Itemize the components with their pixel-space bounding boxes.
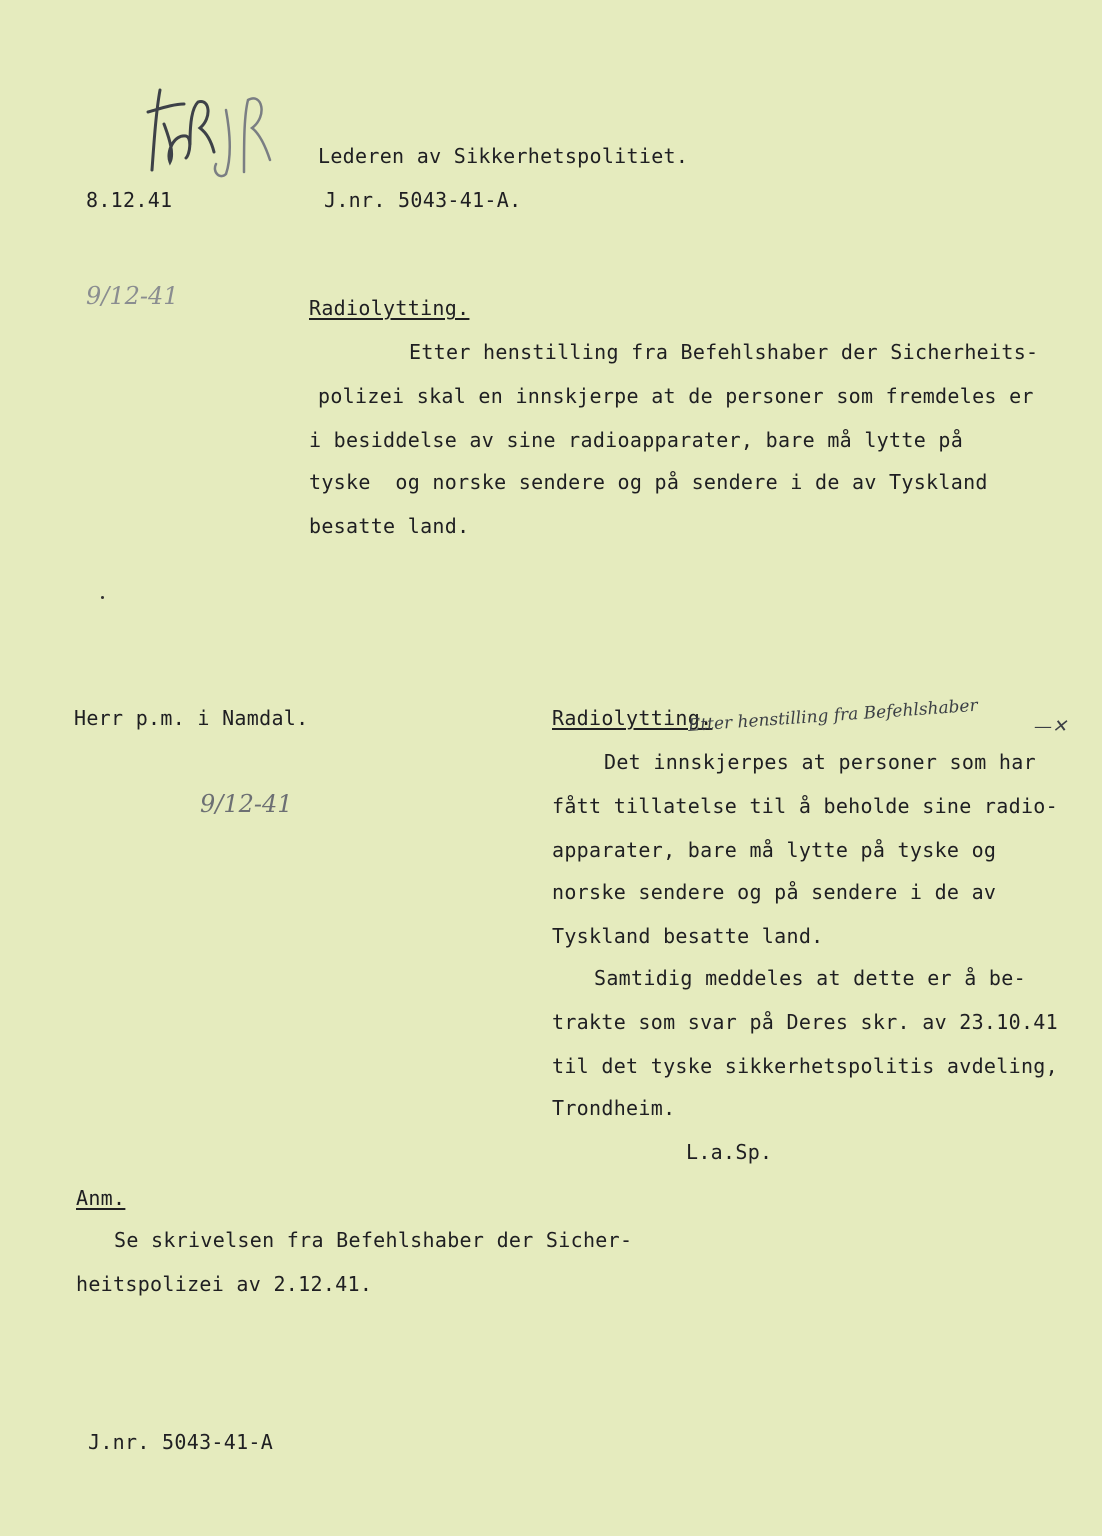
letter-line: fått tillatelse til å beholde sine radio- — [552, 794, 1058, 818]
letter-addressee: Herr p.m. i Namdal. — [74, 706, 309, 730]
header-jnr: J.nr. 5043-41-A. — [324, 188, 522, 212]
insert-mark: —✕ — [1034, 716, 1068, 737]
letter-heading: Radiolytting. — [552, 706, 713, 730]
header-date: 8.12.41 — [86, 188, 173, 212]
letter-line: apparater, bare må lytte på tyske og — [552, 838, 997, 862]
handwritten-date-middle: 9/12-41 — [200, 790, 293, 818]
first-section-line: polizei skal en innskjerpe at de personer som fremdeles er — [318, 384, 1034, 408]
handwritten-initials — [140, 82, 300, 182]
letter-line: Det innskjerpes at personer som har — [604, 750, 1036, 774]
header-title: Lederen av Sikkerhetspolitiet. — [318, 144, 689, 168]
letter-signature: L.a.Sp. — [686, 1140, 773, 1164]
note-line: heitspolizei av 2.12.41. — [76, 1272, 373, 1296]
handwritten-insert: Etter henstilling fra Befehlshaber — [687, 695, 979, 736]
note-line: Se skrivelsen fra Befehlshaber der Sicher- — [114, 1228, 633, 1252]
first-section-line: Etter henstilling fra Befehlshaber der Sicherheits- — [409, 340, 1039, 364]
margin-dot — [101, 596, 104, 599]
letter-line: trakte som svar på Deres skr. av 23.10.41 — [552, 1010, 1058, 1034]
letter-line: norske sendere og på sendere i de av — [552, 880, 997, 904]
footer-jnr: J.nr. 5043-41-A — [88, 1430, 274, 1454]
first-section-line: i besiddelse av sine radioapparater, bare må lytte på — [309, 428, 964, 452]
letter-line: Tyskland besatte land. — [552, 924, 824, 948]
note-heading: Anm. — [76, 1186, 126, 1210]
first-section-heading: Radiolytting. — [309, 296, 470, 320]
letter-line: Trondheim. — [552, 1096, 676, 1120]
first-section-line: tyske og norske sendere og på sendere i de av Tyskland — [309, 470, 988, 494]
letter-line: til det tyske sikkerhetspolitis avdeling, — [552, 1054, 1058, 1078]
first-section-line: besatte land. — [309, 514, 470, 538]
letter-line: Samtidig meddeles at dette er å be- — [594, 966, 1026, 990]
handwritten-date-top: 9/12-41 — [86, 282, 179, 310]
